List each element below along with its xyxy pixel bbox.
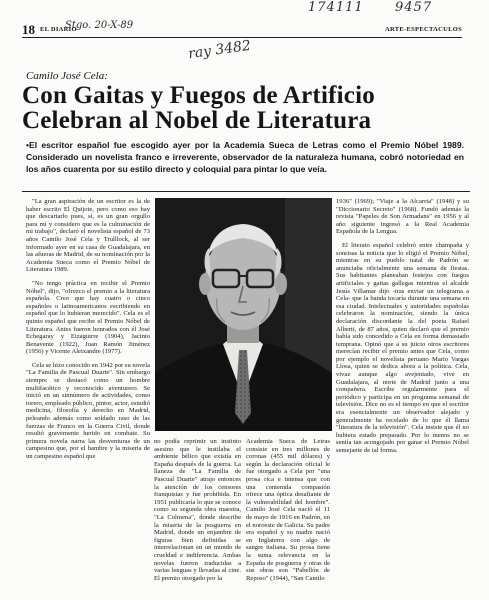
- column-2-paragraph: no podía reprimir un instinto asesino que le instilaba el ambiente bélico que existía en España después de la guerra. La llaneza de "La Familia de Pascual Duarte" atrajo entonces la atención de los censores franquistas y fue prohibida. En 1951 publicaría lo que se conoce como su segunda obra maestra, "La Colmena", donde describe la miseria de la posguerra en Madrid, donde un enjambre de figuras bien definidas se interrelacionan en un mundo de crueldad e indiferencia. Ambas novelas fueron traducidas a varias lenguas y llevadas al cine. El premio otorgado por la: [154, 438, 241, 582]
- author-photo: [155, 198, 332, 431]
- column-4-paragraph: 1936" (1969); "Viaje a la Alcarria" (1948) y su "Diccionario Secreto" (1968). Fundó además la revista "Papeles de Son Armadans" en 1956 y al año siguiente ingresó a la Real Academia Española de la Lengua.: [336, 198, 469, 236]
- handwritten-date: Stgo. 20-X-89: [65, 20, 134, 31]
- column-1-paragraph: "No tengo práctica en recibir el Premio Nóbel", dijo, "ofrezco el premio a la literatura española. Creo que hay cuatro o cinco españoles o latinoamericanos escribiendo en español que lo hubieran merecido". Cela es el quinto español que recibe el Premio Nóbel de Literatura. Antes fueron honrados con él José Echegaray y Eizaguirre (1904), Jacinto Benavente (1922), Juan Ramón Jiménez (1956) y Vicente Aleixandre (1977).: [26, 279, 150, 356]
- article-column-4: [336, 198, 469, 461]
- handwritten-number-a: 174111: [308, 0, 364, 15]
- author-portrait-image: [155, 198, 332, 431]
- handwritten-number-b: 9457: [395, 0, 433, 15]
- column-1-paragraph: Cela se hizo conocido en 1942 por su novela "La Familia de Pascual Duarte". Sin embargo siempre se destacó como un hombre multifacético y reconocido aventurero. Se inició en un sinnúmero de actividades, como torero, empleado público, pintor, actor, estudió medicina, filosofía y derecho en Madrid, peleando además como soldado raso de las fuerzas de Franco en la Guerra Civil, donde resultó gravemente herido en combate. Su primera novela narra las desventuras de un campesino que, por el hambre y la miseria de un campesino español que: [26, 361, 150, 460]
- headline-line-1: Con Gaitas y Fuegos de Artificio: [22, 82, 375, 109]
- headline-line-2: Celebran al Nobel de Literatura: [22, 107, 372, 134]
- article-kicker: Camilo José Cela:: [26, 70, 108, 82]
- handwritten-stamp: ray 3482: [187, 37, 252, 63]
- column-3-paragraph: Academia Sueca de Letras consiste en tres millones de coronas (455 mil dólares) y según la declaración oficial le fue otorgado a Cela por "una prosa rica e intensa que con una contenida compasión ofrece una óptica desafiante de la vulnerabilidad del hombre". Camilo José Cela nació el 11 de mayo de 1916 en Padrón, en el noroeste de Galicia. Su padre era español y su madre nació en Inglaterra con algo de sangre italiana. Su prosa tiene la suma relevancia en la España de posguerra y otras de sus obras son "Pabellón de Reposo" (1944), "San Camilo: [246, 438, 330, 582]
- article-headline: [22, 83, 472, 133]
- newspaper-name: EL DIARIO: [40, 26, 77, 33]
- section-name: ARTE-ESPECTACULOS: [385, 26, 462, 33]
- column-1-paragraph: "La gran aspiración de un escritor es la de haber escrito El Quijote, pero como eso hay que descartarlo pues, sí, es un gran orgullo para mí y considero que es la culminación de mi trabajo", declaró el novelista español de 73 años Camilo José Cela y Trulllock, al ser informado ayer en su casa de Guadalajara, en las afueras de Madrid, de su nominación por la Academia Sueca como el Premio Nóbel de Literatura 1989.: [26, 198, 150, 274]
- article-column-1: [26, 198, 150, 467]
- deck-rule: [22, 191, 470, 192]
- article-column-2: [154, 438, 241, 588]
- article-deck: •El escritor español fue escogido ayer por la Academia Sueca de Letras como el Premio Nóbel 1989. Considerado un novelista franco e irreverente, observador de la naturaleza humana, cobró notoriedad en los años cuarenta por su estilo directo y coloquial para pintar lo que veía.: [26, 140, 464, 174]
- page-number: 18: [22, 22, 35, 37]
- column-4-paragraph: El literato español celebró entre champaña y sonrisas la noticia que lo eligió el Premio Nóbel, mientras en su pueblo natal de Padrón se anunciaba oficialmente una semana de fiestas. Sus habitantes planeaban festejos con fuegos artificiales y gaitas gallegas mientras el alcalde Jesús Villamar dijo -tras enviar un telegrama a Cela- que la banda tocaría durante una semana en esa ciudad. Intelectuales y autoridades españolas celebraron la nominación, siendo la única declaración discordante la del poeta Rafael Alberti, de 87 años, quien declaró que el premio había sido concedido a Cela en forma demasiado temprana. Opinó que a su juicio otros escritores merecían recibir el premio antes que Cela, como por ejemplo el novelista peruano Mario Vargas Llosa, quien se dedica ahora a la política. Cela, vivaz aunque algo avejentado, vive en Guadalajara, al norte de Madrid junto a una compañera. Escribe regularmente para el periódico y participa en un programa semanal de televisión. Dice no es el tiempo en que el escritor era esencialmente un observador alejado y generalmente ha recelado de lo que él llama "literatura de la televisión". Cela insiste que él no hubiera estado preparado. Por lo menos no se sentía tan acongojado por ganar el Premio Nóbel semejante de tal forma.: [336, 241, 469, 454]
- article-column-3: [246, 438, 330, 588]
